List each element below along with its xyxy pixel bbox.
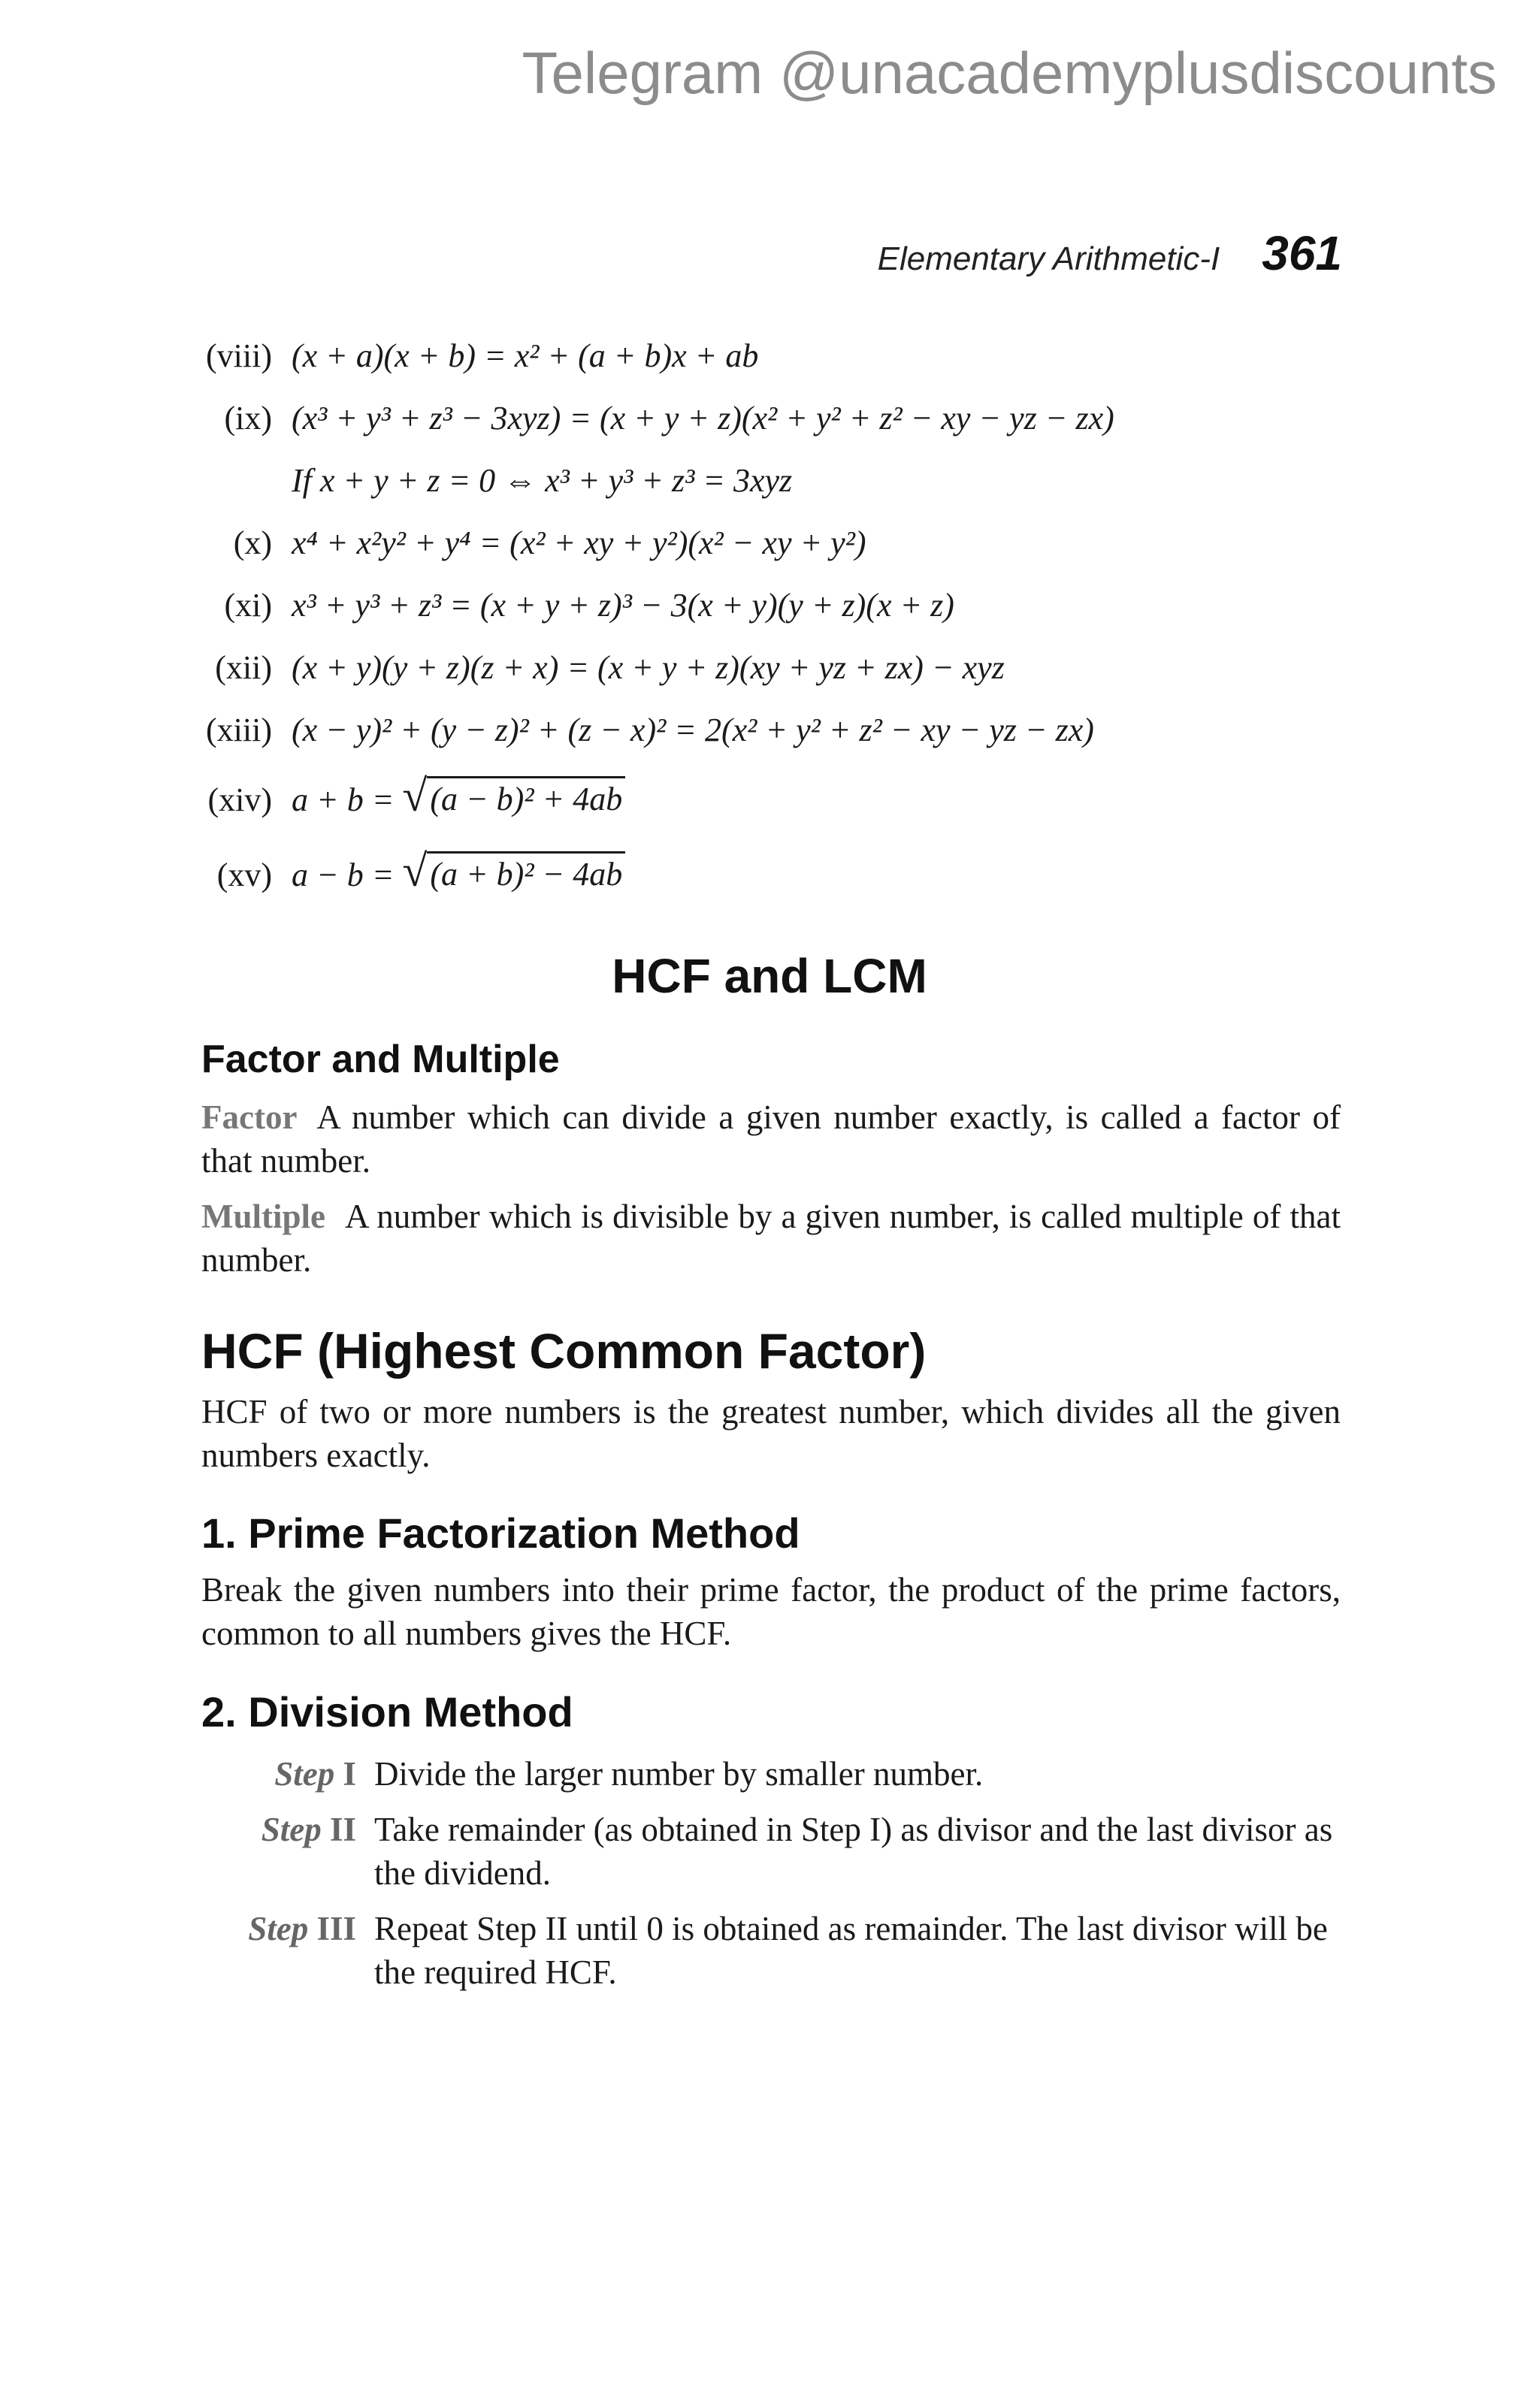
formula-expression: If x + y + z = 0 ⇔ x³ + y³ + z³ = 3xyz: [292, 462, 793, 499]
formula-expression: [292, 848, 625, 894]
method1-section: [201, 1509, 1341, 1655]
radicand: (a + b)² − 4ab: [427, 851, 625, 893]
method2-number: 2.: [201, 1688, 237, 1736]
formula-expression: (x + a)(x + b) = x² + (a + b)x + ab: [292, 337, 759, 374]
step-3: [201, 1907, 1341, 1994]
radical-sign-icon: √: [402, 846, 428, 896]
method1-text: Break the given numbers into their prime factor, the product of the prime factors, common to all numbers gives the HCF.: [201, 1571, 1341, 1652]
formula-number: (xi): [224, 587, 272, 624]
step-label: Step I: [274, 1755, 356, 1793]
step-label: Step II: [261, 1811, 356, 1848]
formula-ix-condition: [150, 461, 1353, 524]
formula-expression: x³ + y³ + z³ = (x + y + z)³ − 3(x + y)(y + z)(x + z): [292, 587, 954, 624]
factor-term: Factor: [201, 1098, 298, 1136]
running-head: [878, 225, 1342, 281]
step-2: [201, 1808, 1341, 1895]
factor-definition: [201, 1095, 1341, 1183]
formula-expression: [292, 773, 625, 819]
formula-lhs: a − b =: [292, 857, 395, 893]
radical-sign-icon: √: [402, 771, 428, 820]
division-steps: [201, 1752, 1341, 2006]
chapter-title: Elementary Arithmetic-I: [877, 240, 1220, 277]
formula-number: (ix): [224, 400, 272, 437]
formula-number: (xv): [216, 857, 272, 893]
formula-xiii: [150, 711, 1353, 773]
formula-x: [150, 524, 1353, 586]
formula-number: (xiv): [207, 781, 272, 818]
formula-xi: [150, 586, 1353, 648]
formula-ix: [150, 399, 1353, 461]
factor-multiple-heading: Factor and Multiple: [201, 1038, 560, 1081]
watermark-text: Telegram @unacademyplusdiscounts: [522, 40, 1497, 106]
step-label: Step III: [248, 1910, 356, 1947]
formula-xiv: [150, 773, 1353, 848]
square-root: [402, 773, 625, 818]
hcf-section: [201, 1322, 1341, 1477]
page-number: 361: [1262, 226, 1342, 280]
formula-expression: (x + y)(y + z)(z + x) = (x + y + z)(xy + yz + zx) − xyz: [292, 649, 1005, 686]
method1-heading: [201, 1509, 1341, 1557]
formula-number: (viii): [206, 337, 272, 374]
multiple-definition: [201, 1195, 1341, 1282]
hcf-heading-bold: HCF: [201, 1323, 304, 1379]
method2-section: [201, 1687, 1341, 1736]
method1-title: Prime Factorization Method: [248, 1509, 800, 1557]
formula-number: (xiii): [206, 712, 272, 748]
multiple-text: A number which is divisible by a given number, is called multiple of that number.: [201, 1198, 1341, 1279]
formula-xv: [150, 848, 1353, 923]
formula-expression: x⁴ + x²y² + y⁴ = (x² + xy + y²)(x² − xy + y²): [292, 524, 866, 561]
factor-multiple-section: [201, 1037, 1341, 1282]
formula-expression: (x³ + y³ + z³ − 3xyz) = (x + y + z)(x² + y² + z² − xy − yz − zx): [292, 400, 1114, 437]
formula-expression: (x − y)² + (y − z)² + (z − x)² = 2(x² + y² + z² − xy − yz − zx): [292, 712, 1094, 748]
formula-lhs: a + b =: [292, 781, 395, 818]
step-1: [201, 1752, 1341, 1796]
hcf-heading-rest: (Highest Common Factor): [317, 1323, 927, 1379]
step-text: Divide the larger number by smaller number.: [374, 1755, 984, 1793]
hcf-heading: [201, 1322, 1341, 1379]
step-text: Repeat Step II until 0 is obtained as remainder. The last divisor will be the required HCF.: [374, 1910, 1328, 1991]
method2-heading: [201, 1687, 1341, 1736]
radicand: (a − b)² + 4ab: [427, 776, 625, 818]
hcf-definition: HCF of two or more numbers is the greatest number, which divides all the given numbers exactly.: [201, 1393, 1341, 1474]
formula-xii: [150, 648, 1353, 711]
section-title: HCF and LCM: [612, 949, 927, 1003]
formula-viii: [150, 337, 1353, 399]
method1-number: 1.: [201, 1509, 237, 1557]
formula-number: (xii): [215, 649, 272, 686]
factor-text: A number which can divide a given number exactly, is called a factor of that number.: [201, 1098, 1341, 1180]
multiple-term: Multiple: [201, 1198, 325, 1235]
square-root: [402, 846, 625, 896]
formula-list: [150, 337, 1353, 923]
formula-number: (x): [233, 524, 272, 561]
step-text: Take remainder (as obtained in Step I) as divisor and the last divisor as the dividend.: [374, 1811, 1333, 1892]
method2-title: Division Method: [248, 1688, 573, 1736]
